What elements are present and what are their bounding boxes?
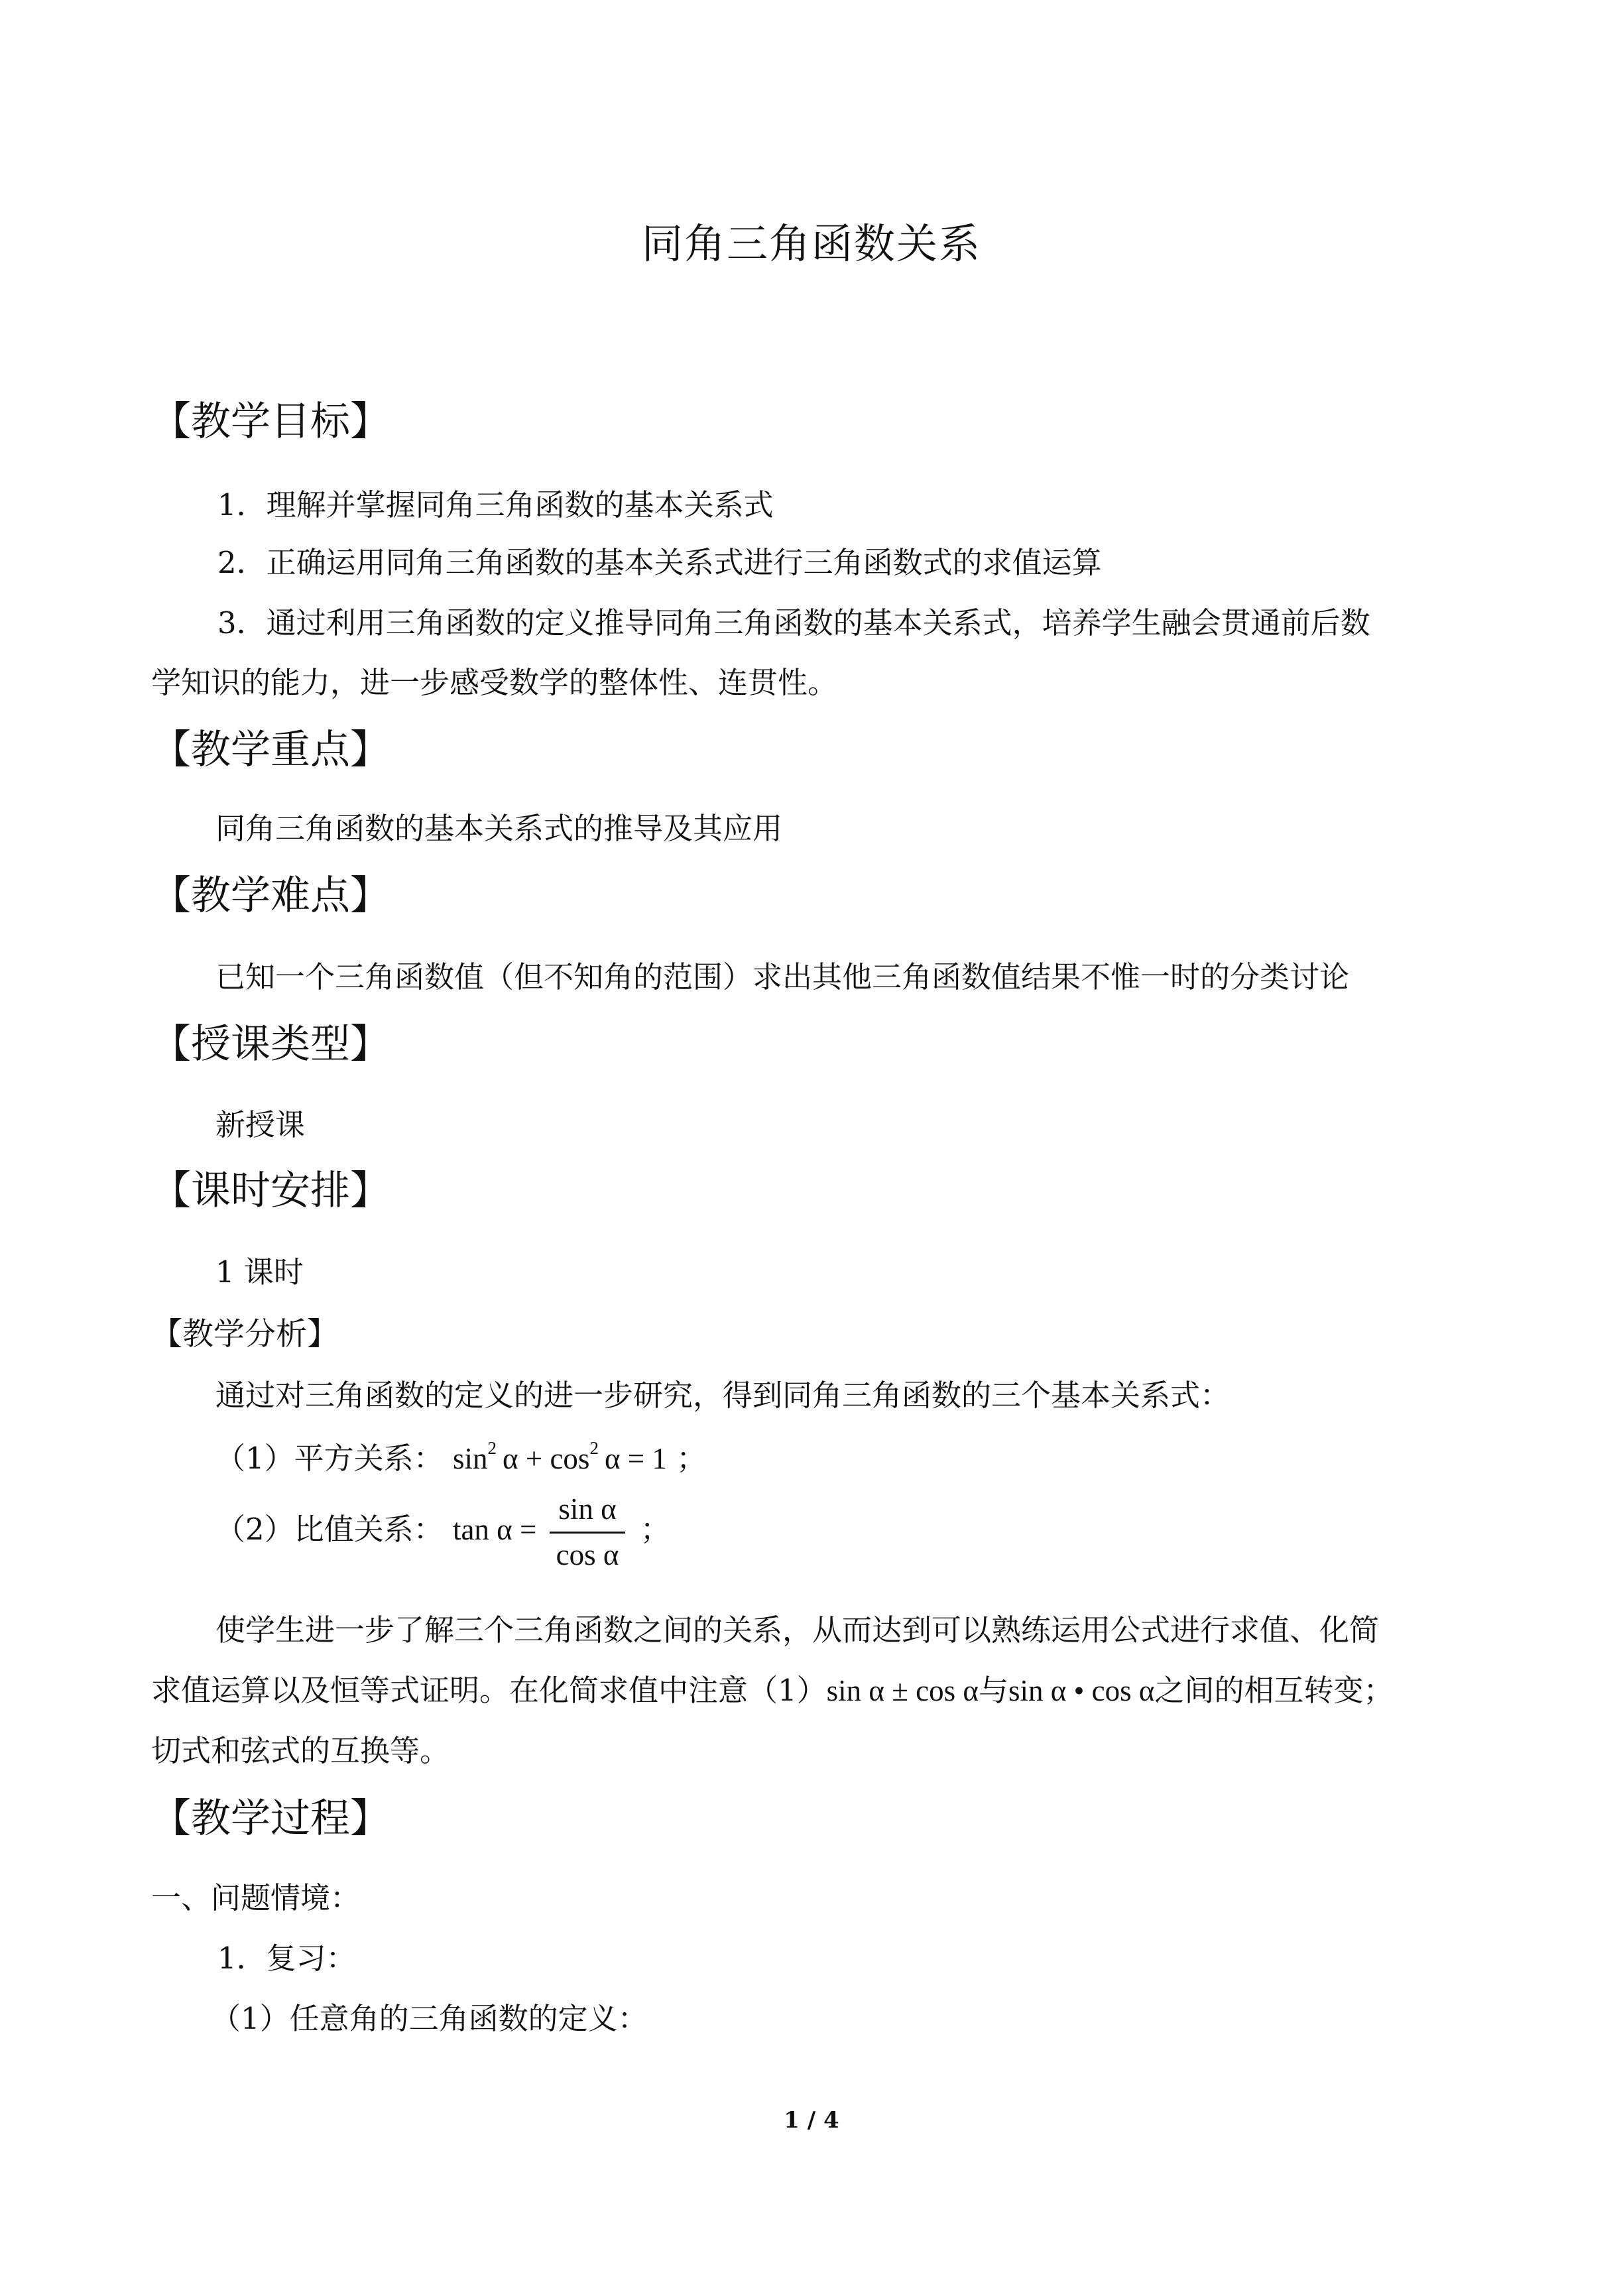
analysis-intro: 通过对三角函数的定义的进一步研究，得到同角三角函数的三个基本关系式： [215,1378,1231,1413]
relation-square-label: （1）平方关系： [215,1441,444,1476]
fraction-denominator: cos α [556,1538,619,1571]
relation-square-formula: $\sin^2 \alpha + \cos^2 \alpha = 1$ [452,1438,667,1475]
goal-item-3-cont: 学知识的能力，进一步感受数学的整体性、连贯性。 [151,665,838,700]
analysis-para-line1: 使学生进一步了解三个三角函数之间的关系，从而达到可以熟练运用公式进行求值、化简 [215,1612,1380,1648]
process-review-item-1: （1）任意角的三角函数的定义： [211,2001,648,2036]
document-title: 同角三角函数关系 [641,219,981,268]
relation-ratio-lhs: tan α = [452,1513,544,1546]
focus-text: 同角三角函数的基本关系式的推导及其应用 [215,811,783,846]
difficulty-text: 已知一个三角函数值（但不知角的范围）求出其他三角函数值结果不惟一时的分类讨论 [215,959,1350,995]
expr-sin-pm-cos: sin α ± cos α [826,1674,979,1707]
heading-difficulty: 【教学难点】 [151,873,390,919]
page-number: 1 / 4 [784,2107,839,2134]
relation-ratio-fraction [550,1492,626,1572]
analysis-para-line2: 求值运算以及恒等式证明。在化简求值中注意（1）sin α ± cos α与sin α • cos α之间的相互转变； [151,1673,1394,1708]
heading-goals: 【教学目标】 [151,398,390,445]
goal-item-3: 3．通过利用三角函数的定义推导同角三角函数的基本关系式，培养学生融会贯通前后数 [217,605,1370,640]
relation-ratio-label: （2）比值关系： [215,1512,444,1547]
goal-item-1: 1．理解并掌握同角三角函数的基本关系式 [217,487,774,522]
relation-square: （1）平方关系： $\sin^2 \alpha + \cos^2 \alpha = 1$ ； [215,1438,707,1476]
expr-sin-dot-cos: sin α • cos α [1008,1674,1155,1707]
analysis-para-line3: 切式和弦式的互换等。 [151,1733,450,1768]
fraction-numerator: sin α [550,1492,626,1534]
heading-focus: 【教学重点】 [151,727,390,773]
heading-analysis: 【教学分析】 [151,1316,338,1353]
heading-process: 【教学过程】 [151,1795,390,1842]
process-part1: 一、问题情境： [151,1880,361,1915]
process-review: 1．复习： [217,1941,356,1976]
heading-schedule: 【课时安排】 [151,1168,390,1214]
goal-item-2: 2．正确运用同角三角函数的基本关系式进行三角函数式的求值运算 [217,545,1102,580]
schedule-text: 1 课时 [215,1254,304,1290]
lesson-type-text: 新授课 [215,1107,306,1142]
relation-ratio: （2）比值关系： tan α = $\frac{\text{sin α}}{\text{cos α}}$ ； [215,1492,670,1571]
heading-lesson-type: 【授课类型】 [151,1021,390,1067]
